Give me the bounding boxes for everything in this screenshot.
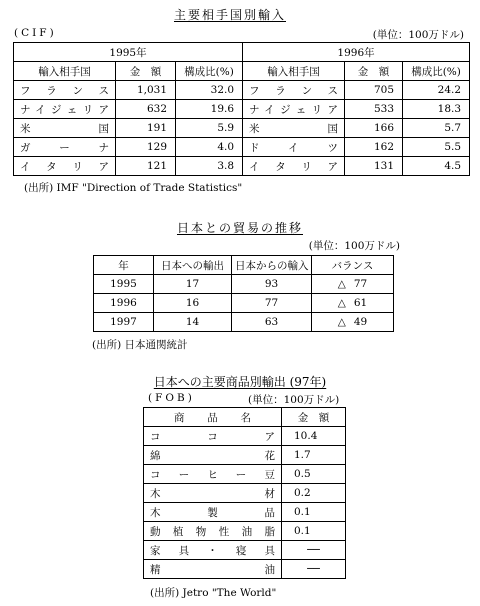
table-row: ガーナ 129 4.0 ドイツ 162 5.5 (14, 138, 470, 157)
trade-title: 日本との貿易の推移 (176, 221, 303, 235)
col-balance: バランス (312, 256, 394, 275)
table-row: 動植物性油脂 0.1 (144, 522, 346, 541)
table-row: 1997 14 63 △ 49 (94, 313, 394, 332)
col-country-1996: 輸入相手国 (243, 62, 345, 81)
table-row: 1996 16 77 △ 61 (94, 294, 394, 313)
year-1995-header: 1995年 (14, 43, 243, 62)
exports-basis: (FOB) (148, 392, 195, 404)
table-row: イタリア 121 3.8 イタリア 131 4.5 (14, 157, 470, 176)
exports-unit: (単位：100万ドル) (248, 394, 340, 406)
col-export: 日本への輸出 (154, 256, 232, 275)
exports-title: 日本への主要商品別輸出 (97年) (153, 375, 327, 389)
table-row: フランス 1,031 32.0 フランス 705 24.2 (14, 81, 470, 100)
col-amount-1996: 金 額 (345, 62, 403, 81)
table-row: ココア 10.4 (144, 427, 346, 446)
table-row: 木材 0.2 (144, 484, 346, 503)
import-table (13, 42, 470, 176)
col-item: 商品名 (144, 408, 282, 427)
import-source: (出所) IMF "Direction of Trade Statistics" (24, 182, 243, 194)
col-year: 年 (94, 256, 154, 275)
col-share-1996: 構成比(%) (403, 62, 470, 81)
table-row: 家具・寝具 ── (144, 541, 346, 560)
col-country-1995: 輸入相手国 (14, 62, 116, 81)
exports-table (143, 407, 346, 579)
col-amount-1995: 金 額 (116, 62, 176, 81)
col-share-1995: 構成比(%) (176, 62, 243, 81)
table-row: 木製品 0.1 (144, 503, 346, 522)
table-row: コーヒー豆 0.5 (144, 465, 346, 484)
import-title: 主要相手国別輸入 (173, 8, 286, 22)
year-1996-header: 1996年 (243, 43, 470, 62)
table-row: 綿花 1.7 (144, 446, 346, 465)
table-row: 精油 ── (144, 560, 346, 579)
deficit-triangle-icon: △ (337, 316, 346, 328)
col-import: 日本からの輸入 (232, 256, 312, 275)
table-row: 1995 17 93 △ 77 (94, 275, 394, 294)
import-unit: (単位：100万ドル) (372, 29, 464, 41)
trade-unit: (単位：100万ドル) (308, 240, 400, 252)
exports-source: (出所) Jetro "The World" (150, 587, 277, 599)
table-row: 米国 191 5.9 米国 166 5.7 (14, 119, 470, 138)
trade-source: (出所) 日本通関統計 (92, 339, 188, 351)
deficit-triangle-icon: △ (337, 297, 346, 309)
col-amount: 金 額 (282, 408, 346, 427)
import-basis: (CIF) (14, 27, 57, 39)
trade-table (93, 255, 394, 332)
deficit-triangle-icon: △ (337, 278, 346, 290)
table-row: ナイジェリア 632 19.6 ナイジェリア 533 18.3 (14, 100, 470, 119)
